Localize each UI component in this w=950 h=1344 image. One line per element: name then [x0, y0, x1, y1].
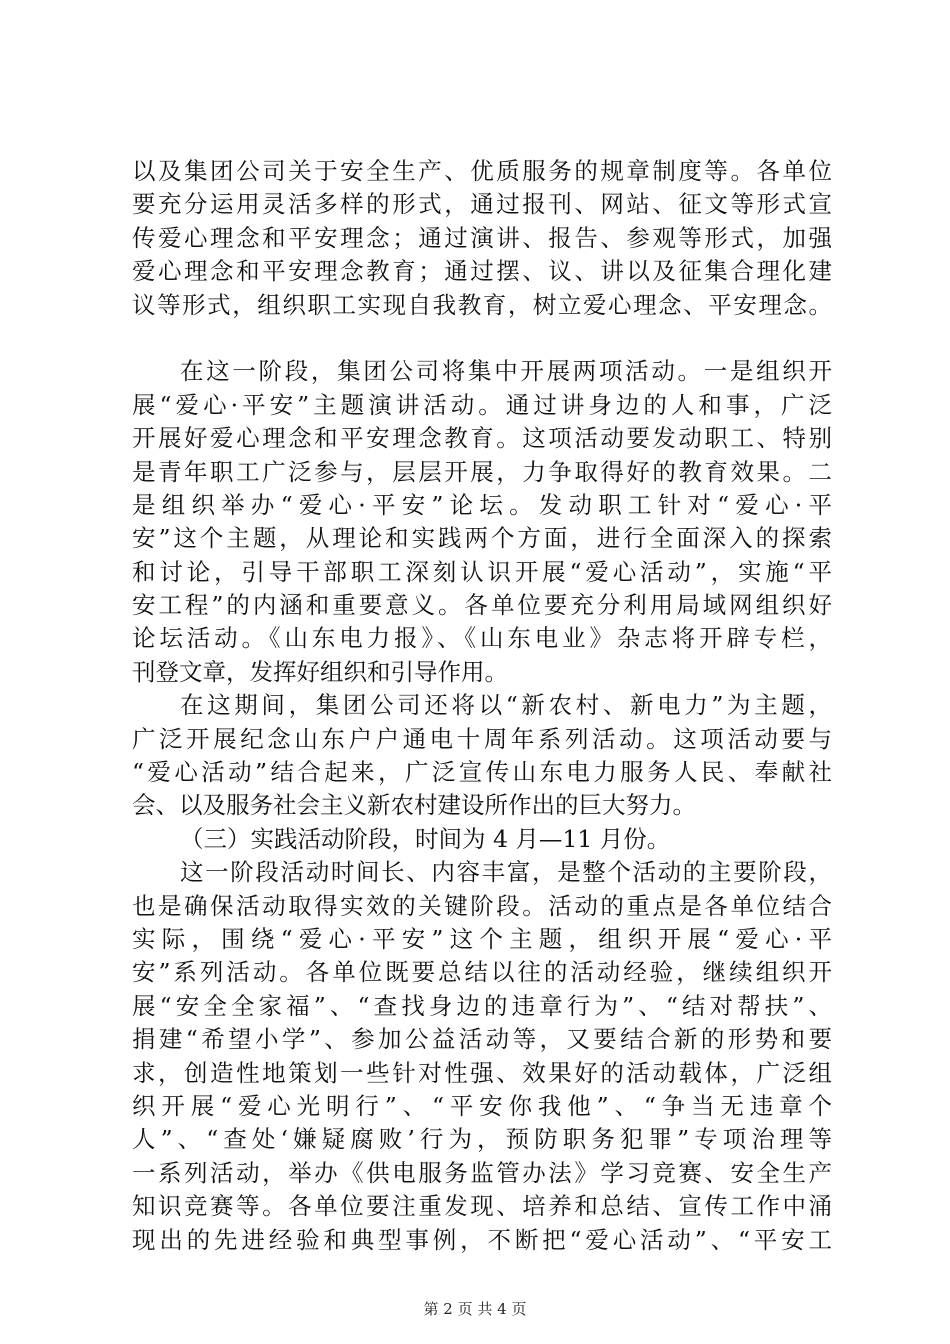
text-line: 实际，围绕“爱心·平安”这个主题，组织开展“爱心·平 — [132, 924, 832, 953]
page-footer: 第 2 页 共 4 页 — [423, 1300, 527, 1318]
text-line: 也是确保活动取得实效的关键阶段。活动的重点是各单位结合 — [132, 891, 832, 920]
text-line: 会、以及服务社会主义新农村建设所作出的巨大努力。 — [132, 791, 696, 820]
text-line: 捐建“希望小学”、参加公益活动等，又要结合新的形势和要 — [132, 1025, 832, 1054]
text-line: 现出的先进经验和典型事例，不断把“爱心活动”、“平安工 — [132, 1225, 832, 1254]
text-line: 以及集团公司关于安全生产、优质服务的规章制度等。各单位 — [132, 157, 832, 185]
paragraph-gap — [132, 322, 832, 355]
text-line: 广泛开展纪念山东户户通电十周年系列活动。这项活动要与 — [132, 724, 832, 753]
text-line: 知识竞赛等。各单位要注重发现、培养和总结、宣传工作中涌 — [132, 1192, 832, 1221]
text-line: 在这期间，集团公司还将以“新农村、新电力”为主题， — [180, 691, 832, 720]
text-line: 展“爱心·平安”主题演讲活动。通过讲身边的人和事，广泛 — [132, 390, 832, 419]
text-line: 一系列活动，举办《供电服务监管办法》学习竞赛、安全生产 — [132, 1158, 832, 1187]
text-line: 安”系列活动。各单位既要总结以往的活动经验，继续组织开 — [132, 958, 832, 987]
text-line: 议等形式，组织职工实现自我教育，树立爱心理念、平安理念。 — [132, 290, 832, 319]
text-line: 是组织举办“爱心·平安”论坛。发动职工针对“爱心·平 — [132, 490, 832, 519]
text-line: 安工程”的内涵和重要意义。各单位要充分利用局域网组织好 — [132, 591, 832, 620]
text-line: 传爱心理念和平安理念；通过演讲、报告、参观等形式，加强 — [132, 223, 832, 252]
text-line: 织开展“爱心光明行”、“平安你我他”、“争当无违章个 — [132, 1091, 832, 1120]
text-line: 这一阶段活动时间长、内容丰富，是整个活动的主要阶段， — [180, 858, 832, 887]
text-line: 刊登文章，发挥好组织和引导作用。 — [132, 657, 508, 686]
document-body — [132, 155, 832, 1257]
text-line: 开展好爱心理念和平安理念教育。这项活动要发动职工、特别 — [132, 424, 832, 453]
text-line: “爱心活动”结合起来，广泛宣传山东电力服务人民、奉献社 — [132, 758, 832, 787]
text-line: 安”这个主题，从理论和实践两个方面，进行全面深入的探索 — [132, 524, 832, 553]
text-line: 展“安全全家福”、“查找身边的违章行为”、“结对帮扶”、 — [132, 991, 832, 1020]
text-line: 爱心理念和平安理念教育；通过摆、议、讲以及征集合理化建 — [132, 257, 832, 286]
text-line: 论坛活动。《山东电力报》、《山东电业》杂志将开辟专栏， — [132, 624, 832, 653]
text-line: 在这一阶段，集团公司将集中开展两项活动。一是组织开 — [180, 357, 832, 386]
text-line: 人”、“查处‘嫌疑腐败’行为，预防职务犯罪”专项治理等 — [132, 1125, 832, 1154]
text-line: 要充分运用灵活多样的形式，通过报刊、网站、征文等形式宣 — [132, 190, 832, 219]
text-line: 求，创造性地策划一些针对性强、效果好的活动载体，广泛组 — [132, 1058, 832, 1087]
section-heading: （三）实践活动阶段，时间为 4 月—11 月份。 — [180, 824, 671, 853]
text-line: 是青年职工广泛参与，层层开展，力争取得好的教育效果。二 — [132, 457, 832, 486]
text-line: 和讨论，引导干部职工深刻认识开展“爱心活动”，实施“平 — [132, 557, 832, 586]
